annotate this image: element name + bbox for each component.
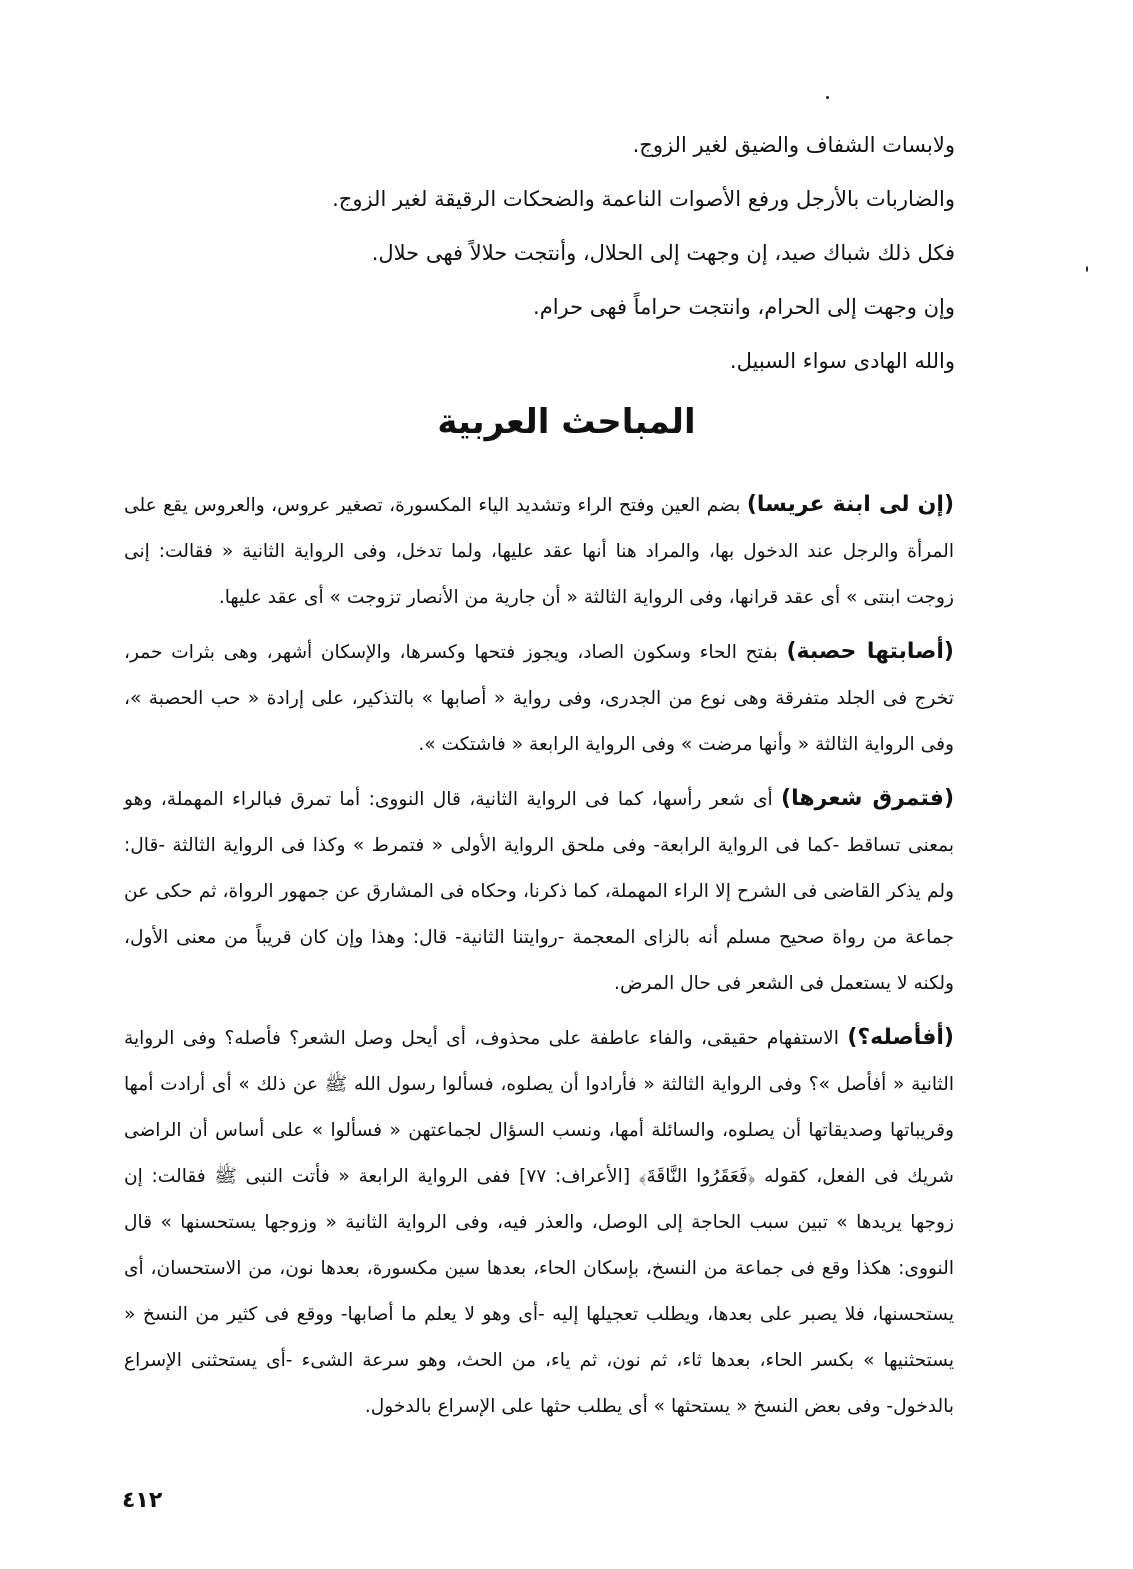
term-heading: (أفأصله؟) [847, 1025, 954, 1050]
term-heading: (أصابتها حصبة) [786, 639, 954, 664]
ink-speck [826, 96, 829, 99]
paragraph-text: بضم العين وفتح الراء وتشديد الياء المكسورة، تصغير عروس، والعروس يقع على المرأة والرجل عند الدخول بها، والمراد هنا أنها عقد عليها، ولما تدخل، وفى الرواية الثانية « فقالت: إنى زوجت ابنتى » أى عقد قرانها، وفى الرواية الثالثة « أن جارية من الأنصار تزوجت » أى عقد عليها. [124, 495, 954, 608]
intro-lines [195, 118, 955, 388]
ink-speck [1086, 266, 1088, 272]
intro-line: والضاربات بالأرجل ورفع الأصوات الناعمة والضحكات الرقيقة لغير الزوج. [332, 187, 955, 211]
body-text [124, 482, 954, 1438]
intro-line: ولابسات الشفاف والضيق لغير الزوج. [632, 133, 955, 157]
term-heading: (إن لى ابنة عريسا) [746, 492, 955, 517]
intro-line: فكل ذلك شباك صيد، إن وجهت إلى الحلال، وأنتجت حلالاً فهى حلال. [371, 241, 955, 265]
paragraph-text: بفتح الحاء وسكون الصاد، ويجوز فتحها وكسرها، والإسكان أشهر، وهى بثرات حمر، تخرج فى الجلد متفرقة وهى نوع من الجدرى، وفى رواية « أصابها » بالتذكير، على إرادة « حب الحصبة »، وفى الرواية الثالثة « وأنها مرضت » وفى الرواية الرابعة « فاشتكت ». [124, 642, 954, 755]
paragraph [124, 776, 954, 1007]
term-heading: (فتمرق شعرها) [781, 786, 954, 811]
paragraph-text: أى شعر رأسها، كما فى الرواية الثانية، قال النووى: أما تمرق فبالراء المهملة، وهو بمعنى تساقط -كما فى الرواية الرابعة- وفى ملحق الرواية الأولى « فتمرط » وكذا فى الرواية الثالثة -قال: ولم يذكر القاضى فى الشرح إلا الراء المهملة، كما ذكرنا، وحكاه فى المشارق عن جمهور الرواة، ثم حكى عن جماعة من رواة صحيح مسلم أنه بالزاى المعجمة -روايتنا الثانية- قال: وهذا وإن كان قريباً من معنى الأول، ولكنه لا يستعمل فى الشعر فى حال المرض. [124, 789, 954, 994]
intro-line: وإن وجهت إلى الحرام، وانتجت حراماً فهى حرام. [533, 295, 955, 319]
intro-line: والله الهادى سواء السبيل. [729, 349, 955, 373]
paragraph-text: الاستفهام حقيقى، والفاء عاطفة على محذوف، أى أيحل وصل الشعر؟ فأصله؟ وفى الرواية الثانية « أفأصل »؟ وفى الرواية الثالثة « فأرادوا أن يصلوه، فسألوا رسول الله ﷺ عن ذلك » أى أرادت أمها وقريباتها وصديقاتها أن يصلوه، والسائلة أمها، ونسب السؤال لجماعتهن « فسألوا » على أساس أن الراضى شريك فى الفعل، كقوله ﴿فَعَقَرُوا النَّاقَةَ﴾ [الأعراف: ٧٧] ففى الرواية الرابعة « فأتت النبى ﷺ فقالت: إن زوجها يريدها » تبين سبب الحاجة إلى الوصل، والعذر فيه، وفى الرواية الثانية « وزوجها يستحسنها » قال النووى: هكذا وقع فى جماعة من النسخ، بإسكان الحاء، بعدها سين مكسورة، بعدها نون، من الاستحسان، أى يستحسنها، فلا يصبر على بعدها، ويطلب تعجيلها إليه -أى وهو لا يعلم ما أصابها- ووقع فى كثير من النسخ « يستحثنيها » بكسر الحاء، بعدها ثاء، ثم نون، ثم ياء، من الحث، وهو سرعة الشىء -أى يستحثنى الإسراع بالدخول- وفى بعض النسخ « يستحثها » أى يطلب حثها على الإسراع بالدخول. [124, 1028, 954, 1417]
section-title: المباحث العربية [437, 402, 696, 442]
paragraph [124, 482, 954, 621]
page-number: ٤١٢ [122, 1488, 163, 1513]
paragraph [124, 629, 954, 768]
paragraph [124, 1015, 954, 1430]
